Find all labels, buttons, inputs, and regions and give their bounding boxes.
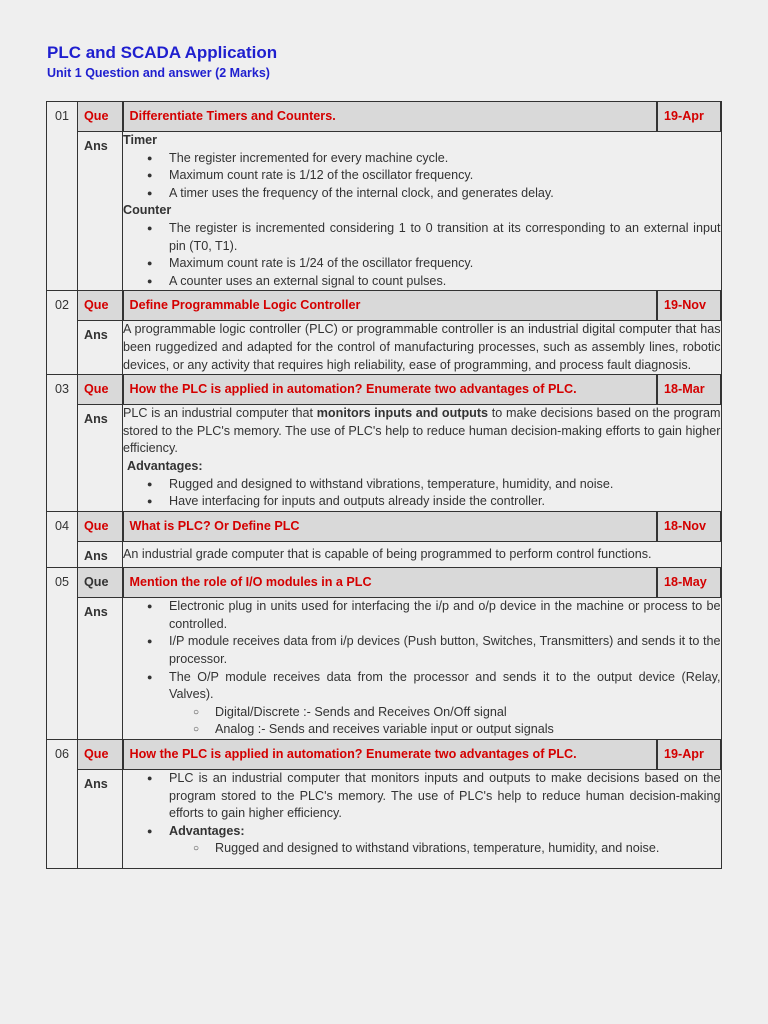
answer-cell: [123, 770, 722, 869]
list-item: ● I/P module receives data from i/p devices (Push button, Switches, Transmitters) and sends it to the processor.: [169, 633, 721, 668]
ans-label: Ans: [78, 541, 123, 568]
answer-row-01: [47, 132, 722, 291]
question-number: 02: [47, 291, 78, 375]
answer-text: [123, 405, 721, 458]
que-label: Que: [78, 291, 123, 321]
timer-heading: Timer: [123, 133, 158, 147]
que-label: Que: [78, 375, 123, 405]
question-row-03: [47, 375, 722, 405]
list-item: ● Maximum count rate is 1/12 of the oscillator frequency.: [169, 167, 721, 185]
answer-emphasis: monitors inputs and outputs: [316, 406, 489, 421]
ans-label: Ans: [78, 405, 123, 512]
answer-cell: [123, 321, 722, 375]
counter-heading: Counter: [123, 203, 172, 218]
question-row-04: [47, 511, 722, 541]
question-row-06: [47, 740, 722, 770]
list-item: ○ Analog :- Sends and receives variable input or output signals: [215, 721, 721, 739]
question-number: 05: [47, 568, 78, 740]
ans-label: Ans: [78, 770, 123, 869]
que-label: Que: [78, 568, 123, 598]
question-row-05: [47, 568, 722, 598]
question-number: 03: [47, 375, 78, 512]
question-number: 06: [47, 740, 78, 869]
signal-type-list: [123, 704, 721, 739]
question-row-02: [47, 291, 722, 321]
question-text: What is PLC? Or Define PLC: [123, 511, 658, 541]
question-text: How the PLC is applied in automation? Enumerate two advantages of PLC.: [123, 740, 658, 770]
plc-list: [123, 770, 721, 840]
document-title: PLC and SCADA Application: [47, 43, 278, 62]
answer-cell: [123, 405, 722, 512]
answer-text-part: PLC is an industrial computer that: [123, 406, 317, 421]
que-label: Que: [78, 511, 123, 541]
exam-date: 18-May: [657, 568, 721, 598]
advantages-heading: Advantages:: [127, 458, 203, 473]
ans-label: Ans: [78, 598, 123, 740]
answer-row-02: [47, 321, 722, 375]
question-number: 01: [47, 102, 78, 291]
list-item: ● Have interfacing for inputs and outputs already inside the controller.: [169, 493, 721, 511]
answer-cell: [123, 598, 722, 740]
timer-list: [123, 150, 721, 203]
list-item: ● A counter uses an external signal to count pulses.: [169, 273, 721, 291]
answer-text: A programmable logic controller (PLC) or programmable controller is an industrial digital computer that has been ruggedized and adapted for the control of manufacturing processes, such as assembly lines, robotic devices, or any activity that requires high reliability, ease of programming, and process fault diagnosis.: [123, 322, 721, 372]
question-row-01: [47, 102, 722, 132]
question-text: Define Programmable Logic Controller: [123, 291, 658, 321]
list-item: ● PLC is an industrial computer that monitors inputs and outputs to make decisions based on the program stored to the PLC's memory. The use of PLC's help to reduce human decision-making efforts to gain higher efficiency.: [169, 770, 721, 823]
list-item: ● Rugged and designed to withstand vibrations, temperature, humidity, and noise.: [169, 476, 721, 494]
exam-date: 18-Nov: [657, 511, 721, 541]
ans-label: Ans: [78, 132, 123, 291]
que-label: Que: [78, 102, 123, 132]
answer-row-03: [47, 405, 722, 512]
que-label: Que: [78, 740, 123, 770]
list-item: ● A timer uses the frequency of the internal clock, and generates delay.: [169, 185, 721, 203]
qa-table: [46, 101, 722, 869]
counter-list: [123, 220, 721, 290]
document-subtitle: Unit 1 Question and answer (2 Marks): [47, 66, 270, 80]
exam-date: 18-Mar: [657, 375, 721, 405]
advantages-list: [123, 476, 721, 511]
io-module-list: [123, 598, 721, 704]
question-number: 04: [47, 511, 78, 568]
list-item: ● The register is incremented considering 1 to 0 transition at its corresponding to an external input pin (T0, T1).: [169, 220, 721, 255]
list-item: ○ Digital/Discrete :- Sends and Receives On/Off signal: [215, 704, 721, 722]
answer-row-06: [47, 770, 722, 869]
exam-date: 19-Nov: [657, 291, 721, 321]
answer-row-05: [47, 598, 722, 740]
answer-text-part: to make decisions based on the program stored to the PLC's memory. The use of PLC's help to reduce human decision-making efforts to gain higher efficiency.: [123, 406, 721, 456]
answer-text: An industrial grade computer that is capable of being programmed to perform control functions.: [123, 546, 652, 561]
list-item: ○ Rugged and designed to withstand vibrations, temperature, humidity, and noise.: [215, 840, 721, 858]
list-item: ● Electronic plug in units used for interfacing the i/p and o/p device in the machine or process to be controlled.: [169, 598, 721, 633]
ans-label: Ans: [78, 321, 123, 375]
answer-cell: [123, 541, 722, 568]
advantages-heading: ● Advantages:: [169, 823, 721, 841]
list-item: ● Maximum count rate is 1/24 of the oscillator frequency.: [169, 255, 721, 273]
list-item: ● The O/P module receives data from the processor and sends it to the output device (Relay, Valves).: [169, 669, 721, 704]
question-text: Mention the role of I/O modules in a PLC: [123, 568, 658, 598]
question-text: Differentiate Timers and Counters.: [123, 102, 658, 132]
advantages-list: [123, 840, 721, 858]
list-item: ● The register incremented for every machine cycle.: [169, 150, 721, 168]
question-text: How the PLC is applied in automation? Enumerate two advantages of PLC.: [123, 375, 658, 405]
answer-row-04: [47, 541, 722, 568]
exam-date: 19-Apr: [657, 740, 721, 770]
answer-cell: [123, 132, 722, 291]
exam-date: 19-Apr: [657, 102, 721, 132]
